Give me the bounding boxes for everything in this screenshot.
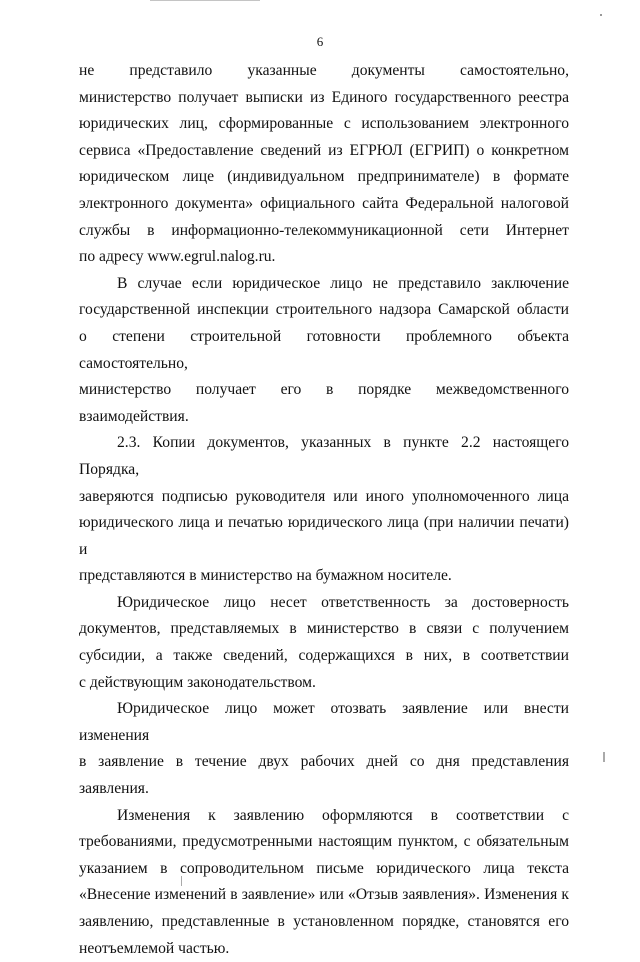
paragraph-1-line-5: юридическом лице (индивидуальном предпринимателе) в формате — [79, 168, 569, 186]
paragraph-4-line-3: субсидии, а также сведений, содержащихся в них, в соответствии — [79, 647, 569, 665]
paragraph-3-line-4: представляются в министерство на бумажном носителе. — [79, 567, 452, 585]
paragraph-1-line-6: электронного документа» официального сайта Федеральной налоговой — [79, 194, 569, 212]
paragraph-2-line-1: В случае если юридическое лицо не представило заключение — [117, 274, 569, 292]
paragraph-2-line-3: о степени строительной готовности проблемного объекта самостоятельно, — [79, 327, 569, 372]
paragraph-6-line-3: указанием в сопроводительном письме юридического лица текста — [79, 859, 569, 877]
paragraph-6-line-5: заявлению, представленные в установленном порядке, становятся его — [79, 913, 569, 930]
paragraph-1-line-8: по адресу www.egrul.nalog.ru. — [79, 248, 276, 266]
paragraph-5-line-1: Юридическое лицо может отозвать заявление или внести изменения — [79, 700, 569, 744]
paragraph-3-line-3: юридического лица и печатью юридического лица (при наличии печати) и — [79, 514, 569, 558]
paragraph-6-line-1: Изменения к заявлению оформляются в соответствии с — [117, 806, 569, 824]
paragraph-1-line-1: не представило указанные документы самостоятельно, — [79, 62, 569, 79]
paragraph-6-line-4: «Внесение изменений в заявление» или «Отзыв заявления». Изменения к — [79, 886, 569, 904]
paragraph-3-line-2: заверяются подписью руководителя или иного уполномоченного лица — [79, 487, 569, 505]
paragraph-4-line-2: документов, представляемых в министерство в связи с получением — [79, 620, 569, 638]
paragraph-2-line-4: министерство получает его в порядке межведомственного взаимодействия. — [79, 381, 569, 425]
paragraph-6-line-6: неотъемлемой частью. — [79, 939, 230, 957]
paragraph-4-line-1: Юридическое лицо несет ответственность за достоверность — [117, 593, 569, 611]
paragraph-1-line-4: сервиса «Предоставление сведений из ЕГРЮЛ (ЕГРИП) о конкретном — [79, 141, 569, 159]
document-body — [79, 58, 569, 962]
paragraph-1-line-3: юридических лиц, сформированные с использованием электронного — [79, 115, 569, 133]
scan-artifact-margin — [603, 752, 605, 762]
paragraph-2-line-2: государственной инспекции строительного надзора Самарской области — [79, 301, 569, 319]
page-number: 6 — [316, 34, 324, 49]
paragraph-1-line-7: службы в информационно-телекоммуникационной сети Интернет — [79, 221, 569, 239]
paragraph-4-line-4: с действующим законодательством. — [79, 673, 316, 691]
scan-artifact-right — [600, 14, 602, 16]
scan-artifact-top — [150, 0, 260, 1]
paragraph-6-line-2: требованиями, предусмотренными настоящим пунктом, с обязательным — [79, 833, 569, 851]
paragraph-5-line-2: в заявление в течение двух рабочих дней со дня представления заявления. — [79, 753, 569, 798]
paragraph-3-line-1: 2.3. Копии документов, указанных в пункте 2.2 настоящего Порядка, — [79, 434, 569, 478]
paragraph-1-line-2: министерство получает выписки из Единого государственного реестра — [79, 88, 569, 106]
